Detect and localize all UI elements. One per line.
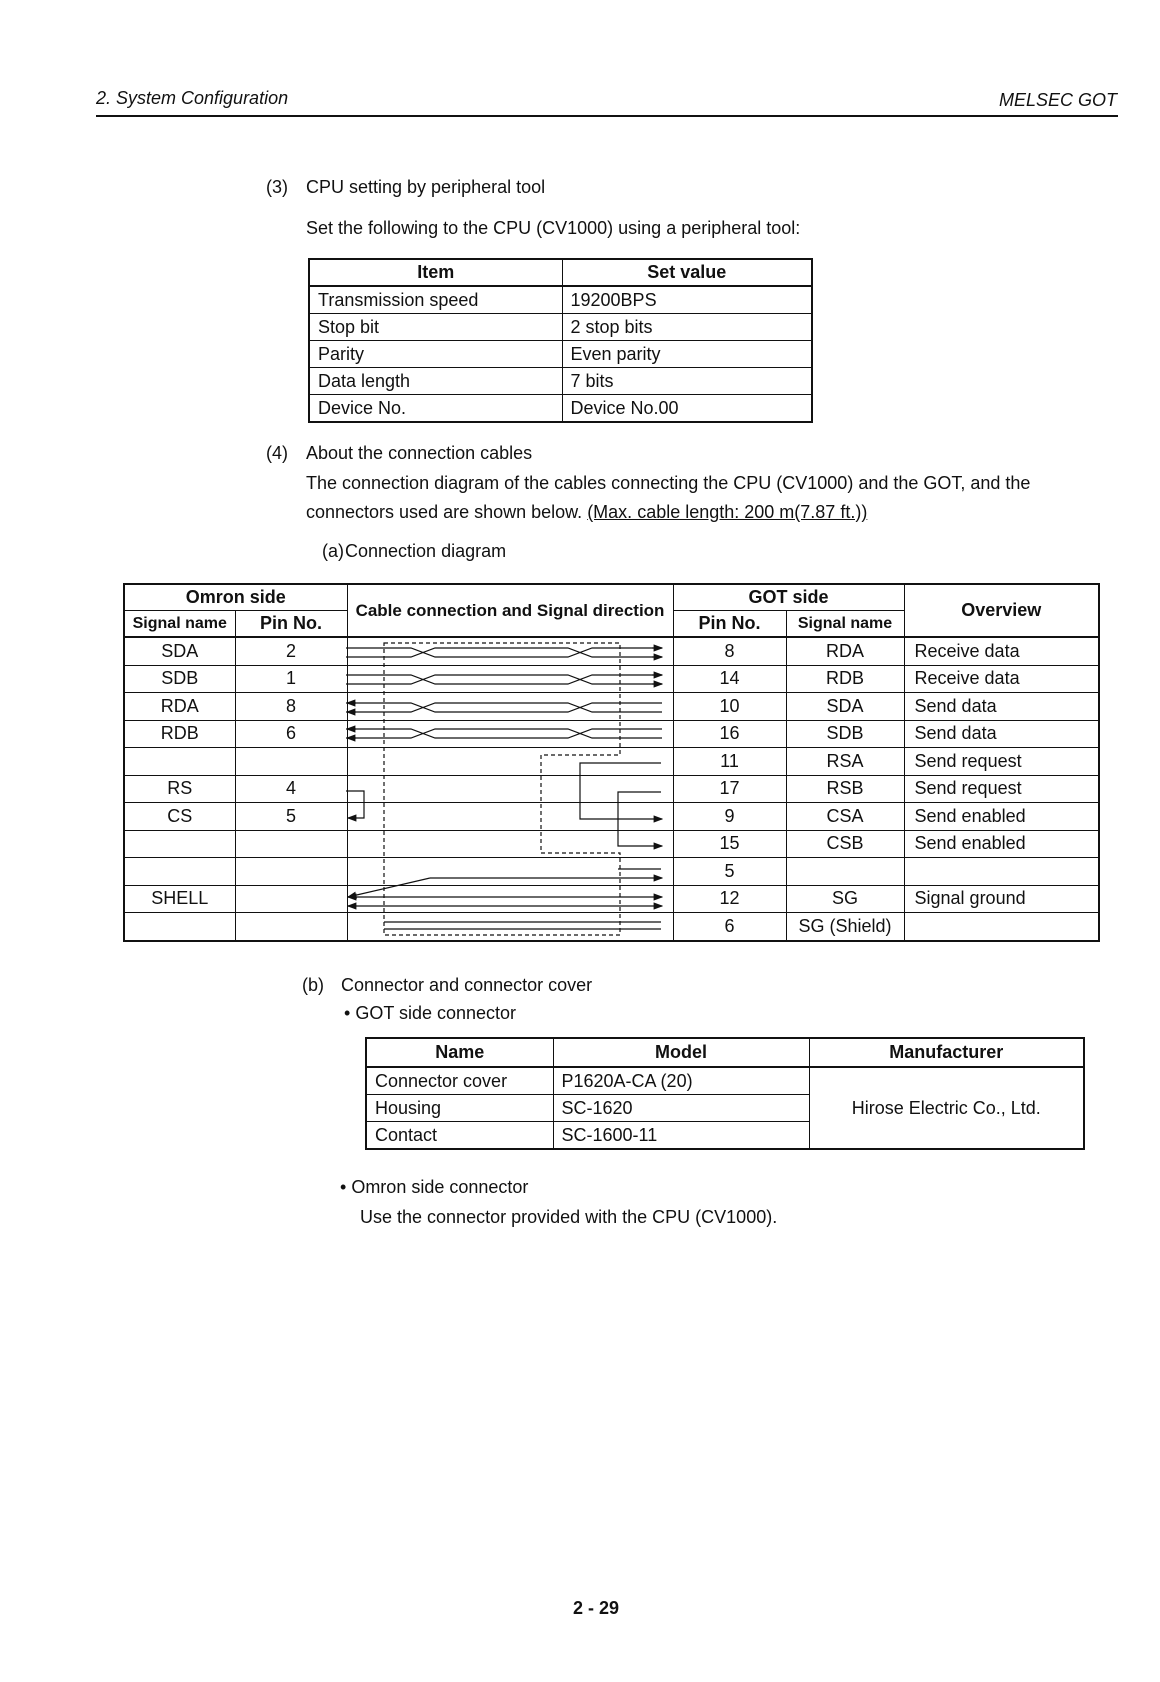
cell: Send request: [904, 775, 1099, 803]
cell: 5: [673, 858, 786, 886]
cell: SDB: [786, 720, 904, 748]
cell: SG (Shield): [786, 913, 904, 941]
section-3-title: CPU setting by peripheral tool: [306, 177, 546, 197]
twisted-wire: [346, 729, 662, 738]
cell: SDA: [124, 637, 235, 665]
cell: Contact: [366, 1122, 553, 1150]
cell: SC-1600-11: [553, 1122, 809, 1150]
cell: 2: [235, 637, 347, 665]
cell: Connector cover: [366, 1067, 553, 1095]
col-header: Set value: [562, 259, 812, 286]
got-connector-bullet: • GOT side connector: [344, 1003, 517, 1023]
cell: 8: [235, 693, 347, 721]
cell: 15: [673, 830, 786, 858]
section-4-line1: The connection diagram of the cables connecting the CPU (CV1000) and the GOT, and the: [306, 473, 1031, 493]
cell: 6: [673, 913, 786, 941]
cell: RS: [124, 775, 235, 803]
twisted-wire: [346, 729, 662, 738]
cell: RSA: [786, 748, 904, 776]
cell: Send enabled: [904, 830, 1099, 858]
cell: 12: [673, 885, 786, 913]
col-header: Item: [309, 259, 562, 286]
cell: Send data: [904, 693, 1099, 721]
got-connector-table: [365, 1037, 1085, 1150]
product-header: MELSEC GOT: [998, 90, 1117, 110]
shield-outline: [384, 643, 620, 935]
cell: RDA: [124, 693, 235, 721]
bullet-text: Omron side connector: [351, 1177, 529, 1197]
omron-signal-header: Signal name: [124, 611, 235, 638]
table-row: [366, 1067, 1084, 1095]
twisted-wire: [346, 648, 662, 657]
cell: 9: [673, 803, 786, 831]
cell: 19200BPS: [562, 286, 812, 314]
cell: SHELL: [124, 885, 235, 913]
cell: 16: [673, 720, 786, 748]
cell: 17: [673, 775, 786, 803]
cell: 1: [235, 665, 347, 693]
cell: Transmission speed: [309, 286, 562, 314]
section-header: 2. System Configuration: [96, 88, 289, 108]
cell: Receive data: [904, 637, 1099, 665]
section-4-title: About the connection cables: [306, 443, 533, 463]
cell: Device No.: [309, 395, 562, 423]
bullet-text: GOT side connector: [355, 1003, 517, 1023]
cell: CSA: [786, 803, 904, 831]
shell-wire: [348, 878, 430, 897]
cell: Stop bit: [309, 314, 562, 341]
col-header: Manufacturer: [809, 1038, 1084, 1067]
got-signal-header: Signal name: [786, 611, 904, 638]
cell: SG: [786, 885, 904, 913]
cell: Send enabled: [904, 803, 1099, 831]
cell: Receive data: [904, 665, 1099, 693]
cell: 8: [673, 637, 786, 665]
line2-text: connectors used are shown below.: [306, 502, 583, 522]
cell: 10: [673, 693, 786, 721]
section-3-intro: Set the following to the CPU (CV1000) using a peripheral tool:: [306, 218, 801, 238]
got-side-header: GOT side: [673, 584, 904, 611]
manufacturer-cell: Hirose Electric Co., Ltd.: [809, 1067, 1084, 1149]
cell: 4: [235, 775, 347, 803]
cell: 7 bits: [562, 368, 812, 395]
cell: CS: [124, 803, 235, 831]
col-header: Name: [366, 1038, 553, 1067]
sub-b-title: Connector and connector cover: [341, 975, 593, 995]
overview-header: Overview: [904, 584, 1099, 637]
rsa-csa-wire: [580, 763, 662, 819]
cell: Even parity: [562, 341, 812, 368]
cell: RDB: [124, 720, 235, 748]
cell: CSB: [786, 830, 904, 858]
cable-header: Cable connection and Signal direction: [347, 584, 673, 637]
section-3-number: (3): [266, 177, 288, 197]
sub-a-number: (a): [322, 541, 344, 561]
cell: 5: [235, 803, 347, 831]
twisted-wire: [346, 675, 662, 684]
cell: 6: [235, 720, 347, 748]
omron-side-header: Omron side: [124, 584, 347, 611]
cell: RSB: [786, 775, 904, 803]
cell: SDA: [786, 693, 904, 721]
cell: 2 stop bits: [562, 314, 812, 341]
rs-cs-loop-wire: [346, 791, 364, 818]
twisted-wire: [346, 648, 662, 657]
cell: RDA: [786, 637, 904, 665]
twisted-wire: [346, 675, 662, 684]
cell: 14: [673, 665, 786, 693]
cell: Data length: [309, 368, 562, 395]
col-header: Model: [553, 1038, 809, 1067]
omron-connector-bullet: • Omron side connector: [340, 1177, 529, 1197]
cell: 11: [673, 748, 786, 776]
section-4-number: (4): [266, 443, 288, 463]
sub-a-title: Connection diagram: [345, 541, 507, 561]
twisted-wire: [346, 703, 662, 712]
cell: Send data: [904, 720, 1099, 748]
cell: RDB: [786, 665, 904, 693]
cell: SC-1620: [553, 1095, 809, 1122]
cell: Send request: [904, 748, 1099, 776]
omron-connector-text: Use the connector provided with the CPU (CV1000).: [360, 1207, 778, 1227]
sub-b-number: (b): [302, 975, 324, 995]
page-number: 2 - 29: [573, 1598, 620, 1618]
omron-pin-header: Pin No.: [235, 611, 347, 638]
cell: SDB: [124, 665, 235, 693]
cell: Device No.00: [562, 395, 812, 423]
cell: Parity: [309, 341, 562, 368]
cell: Housing: [366, 1095, 553, 1122]
cell: Signal ground: [904, 885, 1099, 913]
twisted-wire: [346, 703, 662, 712]
cable-length-note: (Max. cable length: 200 m(7.87 ft.)): [587, 502, 868, 522]
cell: P1620A-CA (20): [553, 1067, 809, 1095]
got-pin-header: Pin No.: [673, 611, 786, 638]
